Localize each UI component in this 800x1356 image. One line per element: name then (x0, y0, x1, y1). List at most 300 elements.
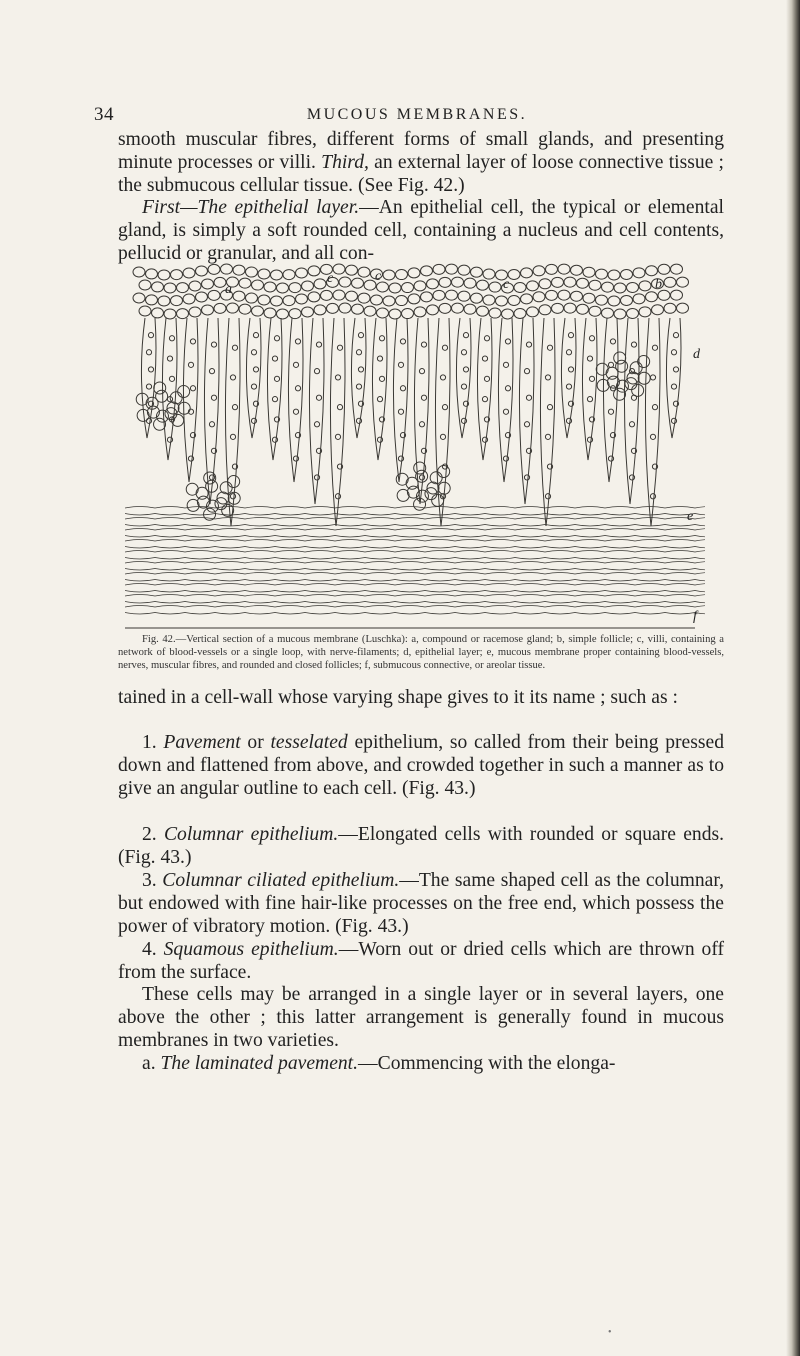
epithelial-cell-outline (539, 305, 551, 315)
epithelial-cell-outline (458, 291, 470, 301)
term-third: Third, (321, 152, 369, 173)
gland-cell-nucleus (400, 386, 405, 391)
epithelial-cell-outline (283, 296, 295, 306)
running-title: MUCOUS MEMBRANES. (306, 106, 528, 123)
gland-cell-nucleus (358, 333, 363, 338)
gland-cell-nucleus (169, 336, 174, 341)
stray-mark: • (608, 1327, 612, 1338)
label-c3: c (503, 277, 510, 292)
epithelial-cell-outline (633, 294, 645, 304)
epithelial-cell-outline (239, 278, 251, 288)
gland-cell-nucleus (505, 339, 510, 344)
gland-cell-nucleus (253, 333, 258, 338)
gland-cell-nucleus (188, 456, 193, 461)
gland-cell-nucleus (440, 434, 445, 439)
connective-tissue-fibre (125, 540, 705, 542)
epithelial-cell-outline (546, 264, 558, 274)
epithelial-cell-outline (264, 282, 276, 292)
epithelial-cell-outline (546, 290, 558, 300)
gland-cell-nucleus (379, 376, 384, 381)
gland-cell-nucleus (524, 369, 529, 374)
epithelial-cell-outline (527, 281, 539, 291)
epithelial-cell-outline (427, 279, 439, 289)
epithelial-cell-outline (302, 281, 314, 291)
epithelial-cell-outline (296, 268, 308, 278)
text: smooth muscular fibres, different forms of small glands, and presenting minute processes or villi. (118, 129, 724, 173)
gland-cell-nucleus (272, 356, 277, 361)
gland-cell-nucleus (545, 375, 550, 380)
figure-42-illustration (125, 258, 705, 636)
gland-cell-nucleus (566, 350, 571, 355)
gland-cell-nucleus (421, 342, 426, 347)
text: an external layer of loose connective tissue ; the submucous cellular tissue. (See Fig. 42.) (118, 152, 724, 196)
gland-cell-nucleus (211, 395, 216, 400)
epithelial-cell-outline (271, 270, 283, 280)
gland-cell-nucleus (358, 367, 363, 372)
epithelial-cell-outline (221, 264, 233, 274)
epithelial-cell-outline (396, 270, 408, 280)
epithelial-cell-outline (327, 303, 339, 313)
gland-cell-nucleus (335, 375, 340, 380)
gland-cell-nucleus (482, 356, 487, 361)
gland-cell-nucleus (314, 422, 319, 427)
epithelial-cell-outline (283, 270, 295, 280)
racemose-acinus-outline (220, 482, 232, 494)
epithelial-cell-outline (614, 309, 626, 319)
connective-tissue-fibre (125, 580, 705, 582)
connective-tissue-fibre (125, 569, 705, 571)
gland-cell-nucleus (400, 339, 405, 344)
term-laminated: The laminated pavement. (160, 1053, 359, 1074)
item-number: 1. (142, 732, 164, 753)
connective-tissue-fibre (125, 584, 705, 586)
gland-cell-nucleus (547, 345, 552, 350)
gland-cell-nucleus (419, 369, 424, 374)
epithelial-cell-outline (333, 290, 345, 300)
term-tesselated: tesselated (270, 732, 348, 753)
epithelial-cell-outline (514, 309, 526, 319)
epithelial-cell-outline (339, 303, 351, 313)
gland-cell-nucleus (673, 333, 678, 338)
gland-cell-nucleus (316, 395, 321, 400)
epithelial-cell-outline (371, 295, 383, 305)
connective-tissue-fibre (125, 551, 705, 553)
epithelial-cell-outline (639, 307, 651, 317)
epithelial-cell-outline (389, 283, 401, 293)
gland-cell-nucleus (440, 375, 445, 380)
figure-caption: Fig. 42.—Vertical section of a mucous membrane (Luschka): a, compound or racemose gland; b, simple follicle; c, villi, containing a network of blood-vessels or a single loop, with nerve-filaments; d, epithelial layer; e, mucous membrane proper containing blood-vessels, nerves, muscular fibres, and rounded and closed follicles; f, submucous connective, or areolar tissue. (118, 634, 724, 671)
gland-cell-nucleus (484, 336, 489, 341)
paragraph-cell-wall: tained in a cell-wall whose varying shape gives to it its name ; such as : (118, 687, 678, 708)
epithelial-cell-outline (408, 268, 420, 278)
gland-cell-nucleus (379, 336, 384, 341)
racemose-acinus-outline (630, 362, 642, 374)
gland-cell-nucleus (526, 342, 531, 347)
epithelial-cell-outline (664, 277, 676, 287)
gland-cell-nucleus (337, 345, 342, 350)
epithelial-cell-outline (577, 278, 589, 288)
text: —Worn out or dried cells which are thrown off from the surface. (118, 939, 725, 983)
gland-cell-nucleus (442, 405, 447, 410)
epithelial-cell-outline (389, 309, 401, 319)
gland-cell-nucleus (377, 397, 382, 402)
text: —An epithelial cell, the typical or elemental gland, is simply a soft rounded cell, containing a nucleus and cell contents, pellucid or granular, and all con- (118, 197, 724, 264)
epithelial-cell-outline (508, 270, 520, 280)
epithelial-cell-outline (264, 308, 276, 318)
epithelial-cell-outline (321, 290, 333, 300)
epithelial-cell-outline (302, 307, 314, 317)
gland-cell-nucleus (167, 437, 172, 442)
page-number: 34 (94, 104, 114, 125)
epithelial-cell-outline (158, 296, 170, 306)
gland-cell-nucleus (671, 350, 676, 355)
epithelial-cell-outline (246, 293, 258, 303)
epithelial-cell-outline (196, 266, 208, 276)
epithelial-cell-outline (621, 269, 633, 279)
epithelial-cell-outline (552, 277, 564, 287)
label-e: e (687, 509, 694, 524)
label-c1: c (327, 271, 334, 286)
gland-cell-nucleus (293, 456, 298, 461)
gland-cell-nucleus (251, 350, 256, 355)
epithelial-cell-outline (589, 280, 601, 290)
epithelial-cell-outline (439, 303, 451, 313)
gland-cell-nucleus (230, 434, 235, 439)
connective-tissue-fibre (125, 514, 705, 516)
gland-cell-nucleus (337, 405, 342, 410)
epithelial-cell-outline (289, 309, 301, 319)
epithelial-cell-outline (571, 291, 583, 301)
epithelial-cell-outline (471, 267, 483, 277)
gland-cell-nucleus (650, 434, 655, 439)
epithelial-cell-outline (583, 267, 595, 277)
racemose-acinus-outline (438, 466, 450, 478)
paragraph-layers: These cells may be arranged in a single layer or in several layers, one above the other ; this latter arrangement is generally found in mucous membranes in two varieties. (118, 984, 724, 1051)
epithelial-cell-outline (477, 306, 489, 316)
gland-cell-nucleus (272, 397, 277, 402)
gland-cell-nucleus (568, 367, 573, 372)
epithelial-cell-outline (133, 293, 145, 303)
epithelial-cell-outline (508, 296, 520, 306)
racemose-acinus-outline (156, 390, 168, 402)
epithelial-cell-outline (346, 291, 358, 301)
epithelial-cell-outline (402, 283, 414, 293)
gland-cell-nucleus (295, 339, 300, 344)
epithelial-cell-outline (352, 304, 364, 314)
gland-cell-nucleus (547, 405, 552, 410)
connective-tissue-fibre (125, 573, 705, 575)
gland-cell-nucleus (314, 475, 319, 480)
epithelial-cell-outline (452, 303, 464, 313)
gland-cell-nucleus (587, 437, 592, 442)
label-c2: c (375, 269, 382, 284)
connective-tissue-fibre (125, 613, 705, 615)
gland-cell-nucleus (232, 345, 237, 350)
gland-cell-nucleus (335, 434, 340, 439)
gland-cell-nucleus (566, 418, 571, 423)
gland-cell-nucleus (314, 369, 319, 374)
gland-cell-nucleus (146, 384, 151, 389)
epithelial-cell-outline (333, 264, 345, 274)
connective-tissue-fibre (125, 602, 705, 604)
label-f: f (693, 609, 697, 624)
epithelial-cell-outline (396, 296, 408, 306)
epithelial-cell-outline (589, 306, 601, 316)
gland-cell-nucleus (463, 333, 468, 338)
epithelial-cell-outline (346, 265, 358, 275)
epithelial-cell-outline (521, 268, 533, 278)
epithelial-cell-outline (439, 277, 451, 287)
epithelial-cell-outline (602, 308, 614, 318)
gland-cell-nucleus (251, 384, 256, 389)
epithelial-cell-outline (421, 266, 433, 276)
epithelial-cell-outline (308, 292, 320, 302)
epithelial-cell-outline (239, 304, 251, 314)
gland-cell-nucleus (524, 475, 529, 480)
gland-cell-nucleus (650, 375, 655, 380)
gland-cell-nucleus (463, 367, 468, 372)
epithelial-cell-outline (483, 269, 495, 279)
gland-cell-nucleus (589, 376, 594, 381)
gland-cell-nucleus (505, 386, 510, 391)
epithelial-cell-outline (177, 309, 189, 319)
epithelial-cell-outline (533, 292, 545, 302)
connective-tissue-fibre (125, 529, 705, 531)
gland-cell-nucleus (461, 384, 466, 389)
epithelial-cell-outline (583, 293, 595, 303)
epithelial-cell-outline (383, 296, 395, 306)
gland-cell-nucleus (230, 494, 235, 499)
list-item-pavement (118, 731, 724, 800)
term-pavement: Pavement (163, 732, 241, 753)
racemose-acinus-outline (614, 388, 626, 400)
epithelial-cell-outline (358, 267, 370, 277)
racemose-acinus-outline (396, 473, 408, 485)
gland-cell-nucleus (209, 422, 214, 427)
epithelial-cell-outline (471, 293, 483, 303)
epithelial-cell-outline (414, 307, 426, 317)
connective-tissue-fibre (125, 536, 705, 538)
gland-cell-nucleus (421, 395, 426, 400)
list-item-squamous (118, 938, 724, 984)
gland-cell-nucleus (230, 375, 235, 380)
epithelial-cell-outline (633, 268, 645, 278)
epithelial-cell-outline (208, 290, 220, 300)
gland-cell-nucleus (377, 437, 382, 442)
section-lead: First—The epithelial layer. (142, 197, 360, 218)
epithelial-cell-outline (314, 305, 326, 315)
epithelial-cell-outline (289, 283, 301, 293)
page-edge-shadow (786, 0, 800, 1356)
epithelial-cell-outline (183, 294, 195, 304)
epithelial-cell-outline (677, 277, 689, 287)
epithelial-cell-outline (252, 280, 264, 290)
item-number: 2. (142, 824, 164, 845)
connective-tissue-fibre (125, 595, 705, 597)
epithelial-cell-outline (252, 306, 264, 316)
epithelial-cell-outline (464, 304, 476, 314)
epithelial-cell-outline (233, 265, 245, 275)
epithelial-cell-outline (571, 265, 583, 275)
text: or (240, 732, 271, 753)
epithelial-cell-outline (496, 296, 508, 306)
epithelial-cell-outline (577, 304, 589, 314)
epithelial-cell-outline (277, 309, 289, 319)
epithelial-cell-outline (564, 303, 576, 313)
epithelial-cell-outline (246, 267, 258, 277)
epithelial-cell-outline (202, 279, 214, 289)
item-number: 3. (142, 870, 163, 891)
epithelial-cell-outline (477, 280, 489, 290)
connective-tissue-fibre (125, 518, 705, 520)
epithelial-cell-outline (427, 305, 439, 315)
epithelial-cell-outline (539, 279, 551, 289)
gland-cell-nucleus (419, 422, 424, 427)
gland-cell-nucleus (274, 336, 279, 341)
gland-cell-nucleus (526, 395, 531, 400)
epithelial-cell-outline (158, 270, 170, 280)
gland-cell-nucleus (503, 409, 508, 414)
list-item-columnar (118, 823, 724, 869)
list-item-ciliated (118, 869, 724, 938)
epithelial-cell-outline (564, 277, 576, 287)
epithelial-cell-outline (358, 293, 370, 303)
gland-cell-nucleus (524, 422, 529, 427)
gland-cell-nucleus (587, 356, 592, 361)
gland-cell-nucleus (652, 405, 657, 410)
epithelial-cell-outline (452, 277, 464, 287)
gland-cell-nucleus (673, 367, 678, 372)
gland-cell-nucleus (545, 494, 550, 499)
label-d: d (693, 347, 700, 362)
epithelial-cell-outline (502, 309, 514, 319)
epithelial-cell-outline (152, 308, 164, 318)
epithelial-cell-outline (646, 292, 658, 302)
epithelial-cell-outline (214, 303, 226, 313)
epithelial-cell-outline (364, 306, 376, 316)
epithelial-cell-outline (152, 282, 164, 292)
epithelial-cell-outline (146, 269, 158, 279)
gland-cell-nucleus (377, 356, 382, 361)
racemose-acinus-outline (432, 494, 444, 506)
epithelial-cell-outline (514, 283, 526, 293)
gland-cell-nucleus (148, 333, 153, 338)
gland-cell-nucleus (419, 475, 424, 480)
epithelial-cell-outline (558, 290, 570, 300)
gland-cell-nucleus (209, 475, 214, 480)
gland-cell-nucleus (253, 367, 258, 372)
epithelial-cell-outline (558, 264, 570, 274)
gland-cell-nucleus (650, 494, 655, 499)
epithelial-cell-outline (196, 292, 208, 302)
epithelial-cell-outline (527, 307, 539, 317)
racemose-acinus-outline (154, 382, 166, 394)
epithelial-cell-outline (171, 296, 183, 306)
epithelial-cell-outline (446, 290, 458, 300)
epithelial-cell-outline (639, 281, 651, 291)
gland-cell-nucleus (461, 350, 466, 355)
epithelial-cell-outline (621, 295, 633, 305)
gland-cell-nucleus (484, 376, 489, 381)
gland-cell-nucleus (545, 434, 550, 439)
epithelial-cell-outline (208, 264, 220, 274)
gland-cell-nucleus (251, 418, 256, 423)
epithelial-cell-outline (614, 283, 626, 293)
epithelial-cell-outline (408, 294, 420, 304)
epithelial-cell-outline (139, 306, 151, 316)
racemose-acinus-outline (186, 483, 198, 495)
epithelial-cell-outline (646, 266, 658, 276)
gland-cell-nucleus (190, 386, 195, 391)
gland-cell-nucleus (293, 409, 298, 414)
epithelial-cell-outline (177, 283, 189, 293)
epithelial-cell-outline (671, 290, 683, 300)
epithelial-cell-outline (464, 278, 476, 288)
gland-cell-nucleus (608, 362, 613, 367)
item-number: 4. (142, 939, 164, 960)
gland-cell-nucleus (356, 418, 361, 423)
gland-cell-nucleus (566, 384, 571, 389)
epithelial-cell-outline (414, 281, 426, 291)
gland-cell-nucleus (188, 362, 193, 367)
epithelial-cell-outline (258, 295, 270, 305)
epithelial-cell-outline (271, 296, 283, 306)
gland-cell-nucleus (190, 339, 195, 344)
epithelial-cell-outline (164, 309, 176, 319)
gland-cell-nucleus (146, 350, 151, 355)
epithelial-cell-outline (296, 294, 308, 304)
epithelial-cell-outline (164, 283, 176, 293)
epithelial-cell-outline (602, 282, 614, 292)
epithelial-cell-outline (183, 268, 195, 278)
epithelial-cell-outline (227, 303, 239, 313)
epithelial-cell-outline (552, 303, 564, 313)
epithelial-cell-outline (402, 309, 414, 319)
epithelial-cell-outline (383, 270, 395, 280)
epithelial-cell-outline (189, 281, 201, 291)
epithelial-cell-outline (658, 264, 670, 274)
epithelial-cell-outline (483, 295, 495, 305)
text: —Elongated cells with rounded or square ends. (Fig. 43.) (118, 824, 725, 868)
racemose-acinus-outline (596, 363, 608, 375)
text: —The same shaped cell as the columnar, but endowed with fine hair-like processes on the free end, which possess the power of vibratory motion. (Fig. 43.) (118, 870, 725, 937)
epithelial-cell-outline (139, 280, 151, 290)
epithelial-cell-outline (608, 296, 620, 306)
gland-cell-nucleus (398, 456, 403, 461)
gland-cell-nucleus (356, 384, 361, 389)
racemose-acinus-outline (616, 360, 628, 372)
epithelial-cell-outline (339, 277, 351, 287)
epithelial-cell-outline (133, 267, 145, 277)
gland-cell-nucleus (589, 336, 594, 341)
epithelial-cell-outline (277, 283, 289, 293)
epithelial-cell-outline (458, 265, 470, 275)
label-b: b (655, 277, 662, 292)
gland-cell-nucleus (316, 342, 321, 347)
term-columnar: Columnar epithelium. (163, 824, 339, 845)
gland-cell-nucleus (442, 345, 447, 350)
epithelial-cell-outline (377, 308, 389, 318)
term-ciliated: Columnar ciliated epithelium. (162, 870, 400, 891)
epithelial-cell-outline (652, 305, 664, 315)
epithelial-cell-outline (433, 264, 445, 274)
gland-cell-nucleus (503, 456, 508, 461)
epithelial-cell-outline (446, 264, 458, 274)
epithelial-cell-outline (308, 266, 320, 276)
gland-cell-nucleus (652, 345, 657, 350)
text: epithelium, so called from their being pressed down and flattened from above, and crowded together in such a manner as to give an angular outline to each cell. (Fig. 43.) (118, 732, 724, 799)
racemose-acinus-outline (228, 476, 240, 488)
